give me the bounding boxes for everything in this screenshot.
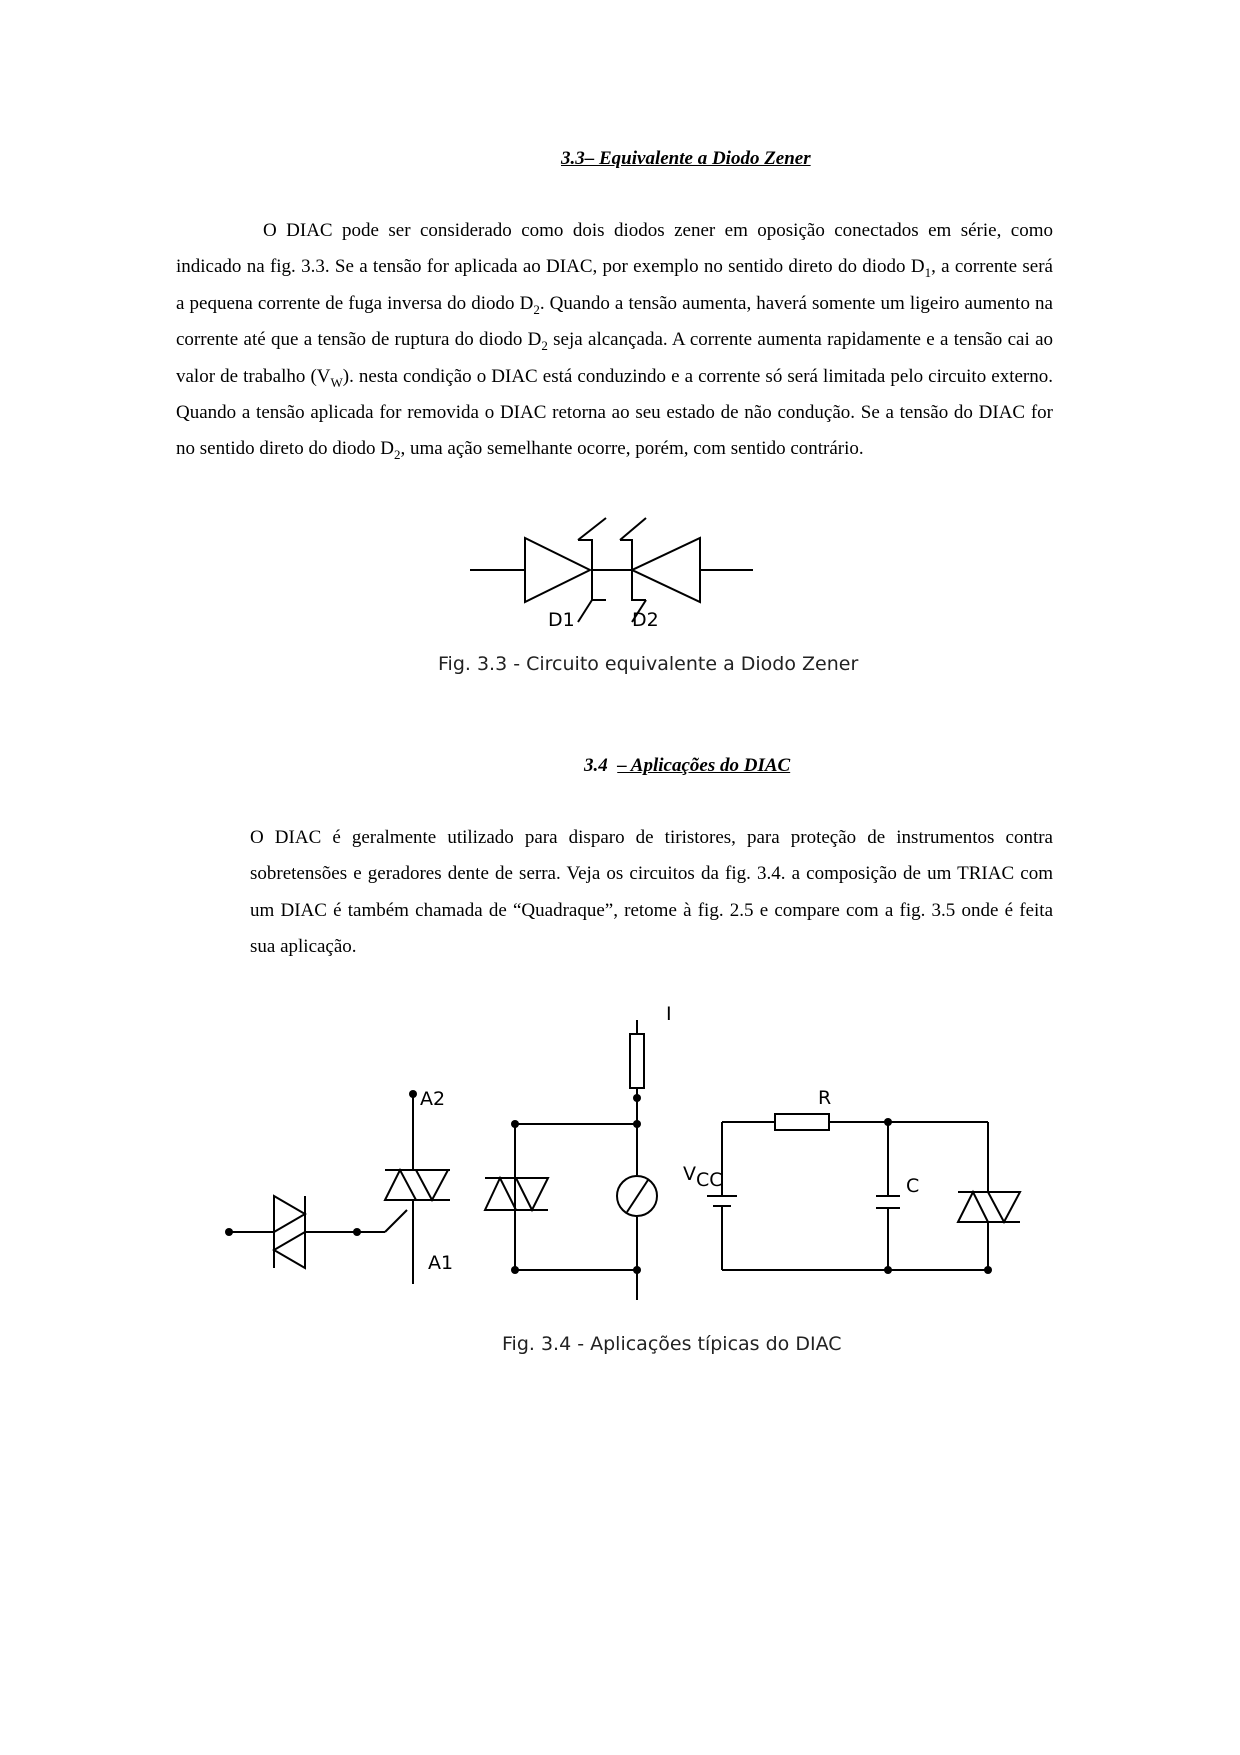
paragraph-text: O DIAC pode ser considerado como dois diodos zener em oposição conectados em série, como indicado na fig. 3.3. Se a tensão for aplicada ao DIAC, por exemplo no sentido direto do diodo D xyxy=(176,220,1053,278)
paragraph-text: , a corrente será a pequena corrente de fuga inversa do diodo D xyxy=(176,256,1053,314)
section-3-4-paragraph: O DIAC é geralmente utilizado para disparo de tiristores, para proteção de instrumentos contra sobretensões e geradores dente de serra. Veja os circuitos da fig. 3.4. a composição de um TRIAC com um DIAC é também chamada de “Quadraque”, retome à fig. 2.5 e compare com a fig. 3.5 onde é feita sua aplicação. xyxy=(250,827,1053,958)
subscript: 2 xyxy=(533,301,540,317)
label-c: C xyxy=(906,1175,920,1197)
paragraph-text: seja alcançada. A corrente aumenta rapidamente e a tensão cai ao valor de trabalho (V xyxy=(176,329,1053,387)
label-a2: A2 xyxy=(420,1088,446,1110)
heading-number: 3.4 xyxy=(584,755,608,776)
paragraph-text: . Quando a tensão aumenta, haverá somente um ligeiro aumento na corrente até que a tensão de ruptura do diodo D xyxy=(176,292,1053,351)
subscript: 2 xyxy=(541,338,548,354)
heading-title: – Aplicações do DIAC xyxy=(617,755,791,776)
label-vcc xyxy=(683,1163,723,1191)
label-i: I xyxy=(666,1003,672,1025)
subscript: 2 xyxy=(393,447,401,463)
vcc-letter: V xyxy=(683,1163,696,1185)
label-d2: D2 xyxy=(632,609,659,631)
section-3-3-heading: 3.3– Equivalente a Diodo Zener xyxy=(561,148,811,169)
label-r: R xyxy=(818,1087,832,1109)
diac-instrument-protection-circuit xyxy=(485,1003,672,1300)
label-d1: D1 xyxy=(548,609,575,631)
sawtooth-generator-circuit xyxy=(683,1087,1020,1274)
vcc-subscript: CC xyxy=(696,1169,723,1191)
subscript: 1 xyxy=(924,265,932,281)
figure-3-3-caption: Fig. 3.3 - Circuito equivalente a Diodo Zener xyxy=(438,653,859,675)
paragraph-text: ). nesta condição o DIAC está conduzindo e a corrente só será limitada pelo circuito externo. Quando a tensão aplicada for removida o DIAC retorna ao seu estado de não condução. Se a tensão do DIAC for no sentido direto do diodo D xyxy=(176,365,1053,460)
paragraph-text: , uma ação semelhante ocorre, porém, com sentido contrário. xyxy=(400,438,864,460)
subscript: W xyxy=(330,374,343,390)
diac-triac-trigger-circuit xyxy=(225,1088,453,1284)
figure-3-4-caption: Fig. 3.4 - Aplicações típicas do DIAC xyxy=(502,1333,842,1355)
label-a1: A1 xyxy=(428,1252,454,1274)
